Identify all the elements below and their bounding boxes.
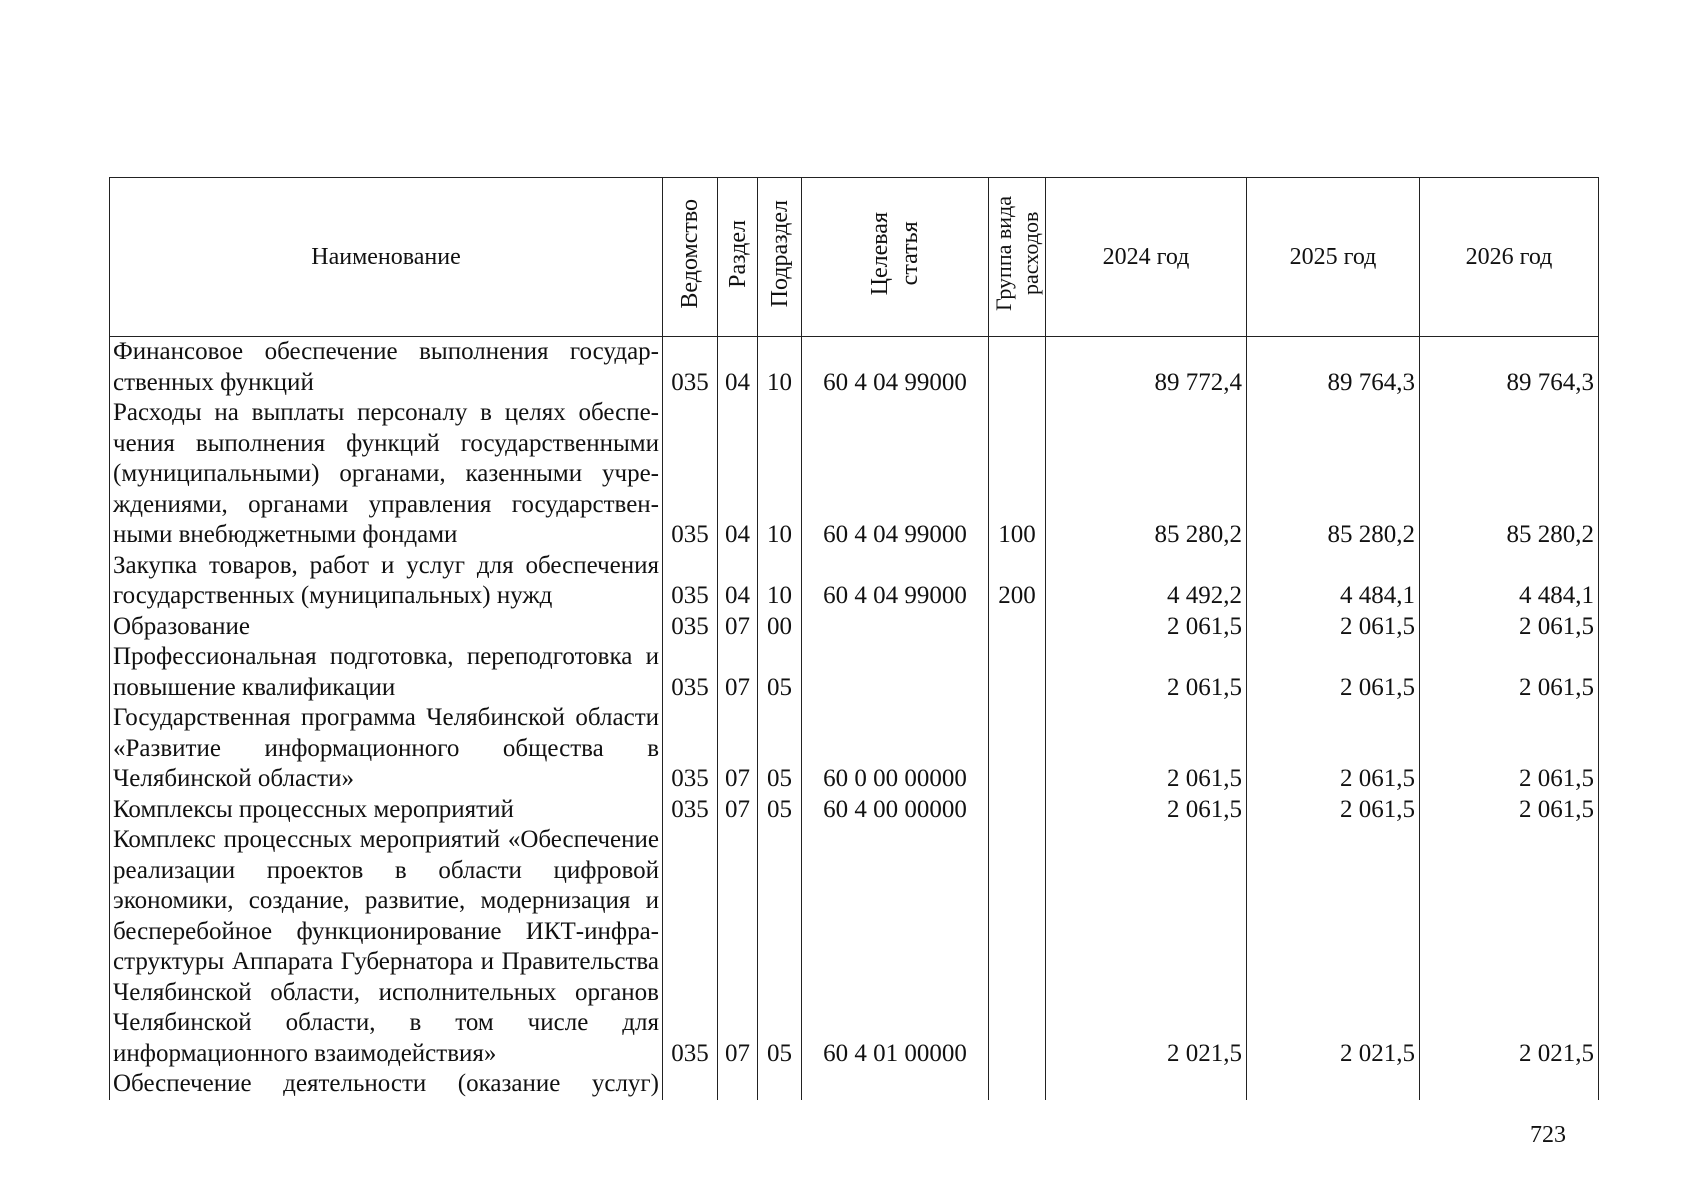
row-target-article bbox=[802, 612, 989, 643]
header-expense-group: Группа вида расходов bbox=[989, 178, 1046, 337]
row-2026: 89 764,3 bbox=[1420, 337, 1599, 399]
row-2026: 2 061,5 bbox=[1420, 795, 1599, 826]
row-2024: 89 772,4 bbox=[1046, 337, 1247, 399]
row-expense-group bbox=[989, 642, 1046, 703]
row-2026: 2 061,5 bbox=[1420, 703, 1599, 795]
row-name: Комплексы процессных мероприятий bbox=[110, 795, 663, 826]
row-expense-group bbox=[989, 1069, 1046, 1100]
row-subsection bbox=[758, 1069, 802, 1100]
header-2024: 2024 год bbox=[1046, 178, 1247, 337]
row-2024 bbox=[1046, 1069, 1247, 1100]
row-section: 07 bbox=[718, 825, 758, 1069]
row-name: Государственная программа Челябинской области «Развитие информационного общества в Челябинской области» bbox=[110, 703, 663, 795]
row-2025: 2 061,5 bbox=[1247, 795, 1420, 826]
table-row bbox=[110, 1069, 1599, 1100]
row-2025: 2 061,5 bbox=[1247, 642, 1420, 703]
row-expense-group: 100 bbox=[989, 398, 1046, 551]
row-name: Образование bbox=[110, 612, 663, 643]
row-section: 07 bbox=[718, 703, 758, 795]
header-subsection: Подраздел bbox=[758, 178, 802, 337]
header-section: Раздел bbox=[718, 178, 758, 337]
row-agency bbox=[663, 1069, 718, 1100]
row-name: Профессиональная подготовка, переподготовка и повышение квалификации bbox=[110, 642, 663, 703]
row-agency: 035 bbox=[663, 398, 718, 551]
row-2024: 85 280,2 bbox=[1046, 398, 1247, 551]
table-row bbox=[110, 795, 1599, 826]
header-2025: 2025 год bbox=[1247, 178, 1420, 337]
row-subsection: 05 bbox=[758, 795, 802, 826]
table-row bbox=[110, 825, 1599, 1069]
row-2025: 4 484,1 bbox=[1247, 551, 1420, 612]
table-row bbox=[110, 337, 1599, 399]
row-section: 07 bbox=[718, 795, 758, 826]
row-expense-group bbox=[989, 337, 1046, 399]
row-2026: 2 061,5 bbox=[1420, 612, 1599, 643]
row-section: 04 bbox=[718, 551, 758, 612]
header-name: Наименование bbox=[110, 178, 663, 337]
header-row bbox=[110, 178, 1599, 337]
row-subsection: 05 bbox=[758, 703, 802, 795]
row-target-article: 60 0 00 00000 bbox=[802, 703, 989, 795]
row-2026: 4 484,1 bbox=[1420, 551, 1599, 612]
row-name: Закупка товаров, работ и услуг для обеспечения государственных (муниципальных) нужд bbox=[110, 551, 663, 612]
row-2025: 2 021,5 bbox=[1247, 825, 1420, 1069]
row-2024: 2 061,5 bbox=[1046, 612, 1247, 643]
row-agency: 035 bbox=[663, 642, 718, 703]
row-2026: 2 021,5 bbox=[1420, 825, 1599, 1069]
row-2025: 2 061,5 bbox=[1247, 612, 1420, 643]
header-agency: Ведомство bbox=[663, 178, 718, 337]
row-section: 07 bbox=[718, 642, 758, 703]
row-name: Обеспечение деятельности (оказание услуг) bbox=[110, 1069, 663, 1100]
row-2024: 2 061,5 bbox=[1046, 795, 1247, 826]
row-subsection: 00 bbox=[758, 612, 802, 643]
row-2026 bbox=[1420, 1069, 1599, 1100]
row-2025: 89 764,3 bbox=[1247, 337, 1420, 399]
row-expense-group: 200 bbox=[989, 551, 1046, 612]
row-section: 04 bbox=[718, 337, 758, 399]
header-target-article: Целевая статья bbox=[802, 178, 989, 337]
row-section: 04 bbox=[718, 398, 758, 551]
row-expense-group bbox=[989, 703, 1046, 795]
row-subsection: 05 bbox=[758, 825, 802, 1069]
row-subsection: 10 bbox=[758, 398, 802, 551]
row-section: 07 bbox=[718, 612, 758, 643]
table-row bbox=[110, 551, 1599, 612]
row-agency: 035 bbox=[663, 703, 718, 795]
row-target-article: 60 4 04 99000 bbox=[802, 398, 989, 551]
row-subsection: 10 bbox=[758, 337, 802, 399]
header-2026: 2026 год bbox=[1420, 178, 1599, 337]
table-row bbox=[110, 612, 1599, 643]
row-agency: 035 bbox=[663, 551, 718, 612]
row-2025 bbox=[1247, 1069, 1420, 1100]
row-2024: 2 061,5 bbox=[1046, 642, 1247, 703]
row-target-article: 60 4 04 99000 bbox=[802, 551, 989, 612]
row-target-article bbox=[802, 642, 989, 703]
table-row bbox=[110, 703, 1599, 795]
row-agency: 035 bbox=[663, 825, 718, 1069]
budget-table bbox=[109, 177, 1599, 1100]
row-2024: 2 061,5 bbox=[1046, 703, 1247, 795]
table-row bbox=[110, 398, 1599, 551]
row-agency: 035 bbox=[663, 795, 718, 826]
row-2026: 2 061,5 bbox=[1420, 642, 1599, 703]
row-expense-group bbox=[989, 612, 1046, 643]
row-2025: 85 280,2 bbox=[1247, 398, 1420, 551]
row-2024: 2 021,5 bbox=[1046, 825, 1247, 1069]
row-agency: 035 bbox=[663, 612, 718, 643]
row-target-article bbox=[802, 1069, 989, 1100]
table-row bbox=[110, 642, 1599, 703]
row-target-article: 60 4 01 00000 bbox=[802, 825, 989, 1069]
row-expense-group bbox=[989, 795, 1046, 826]
row-target-article: 60 4 00 00000 bbox=[802, 795, 989, 826]
row-name: Расходы на выплаты персоналу в целях обеспечения выполнения функций государственными (муниципальными) органами, казенными учреждениями, органами управления государственными внебюджетными фондами bbox=[110, 398, 663, 551]
row-agency: 035 bbox=[663, 337, 718, 399]
row-name: Финансовое обеспечение выполнения государственных функций bbox=[110, 337, 663, 399]
row-expense-group bbox=[989, 825, 1046, 1069]
row-subsection: 05 bbox=[758, 642, 802, 703]
row-target-article: 60 4 04 99000 bbox=[802, 337, 989, 399]
page-number: 723 bbox=[1530, 1122, 1566, 1148]
row-name: Комплекс процессных мероприятий «Обеспечение реализации проектов в области цифровой экономики, создание, развитие, модернизация и бесперебойное функционирование ИКТ-инфраструктуры Аппарата Губернатора и Правительства Челябинской области, исполнительных органов Челябинской области, в том числе для информационного взаимодействия» bbox=[110, 825, 663, 1069]
row-2025: 2 061,5 bbox=[1247, 703, 1420, 795]
row-2026: 85 280,2 bbox=[1420, 398, 1599, 551]
row-2024: 4 492,2 bbox=[1046, 551, 1247, 612]
row-section bbox=[718, 1069, 758, 1100]
row-subsection: 10 bbox=[758, 551, 802, 612]
